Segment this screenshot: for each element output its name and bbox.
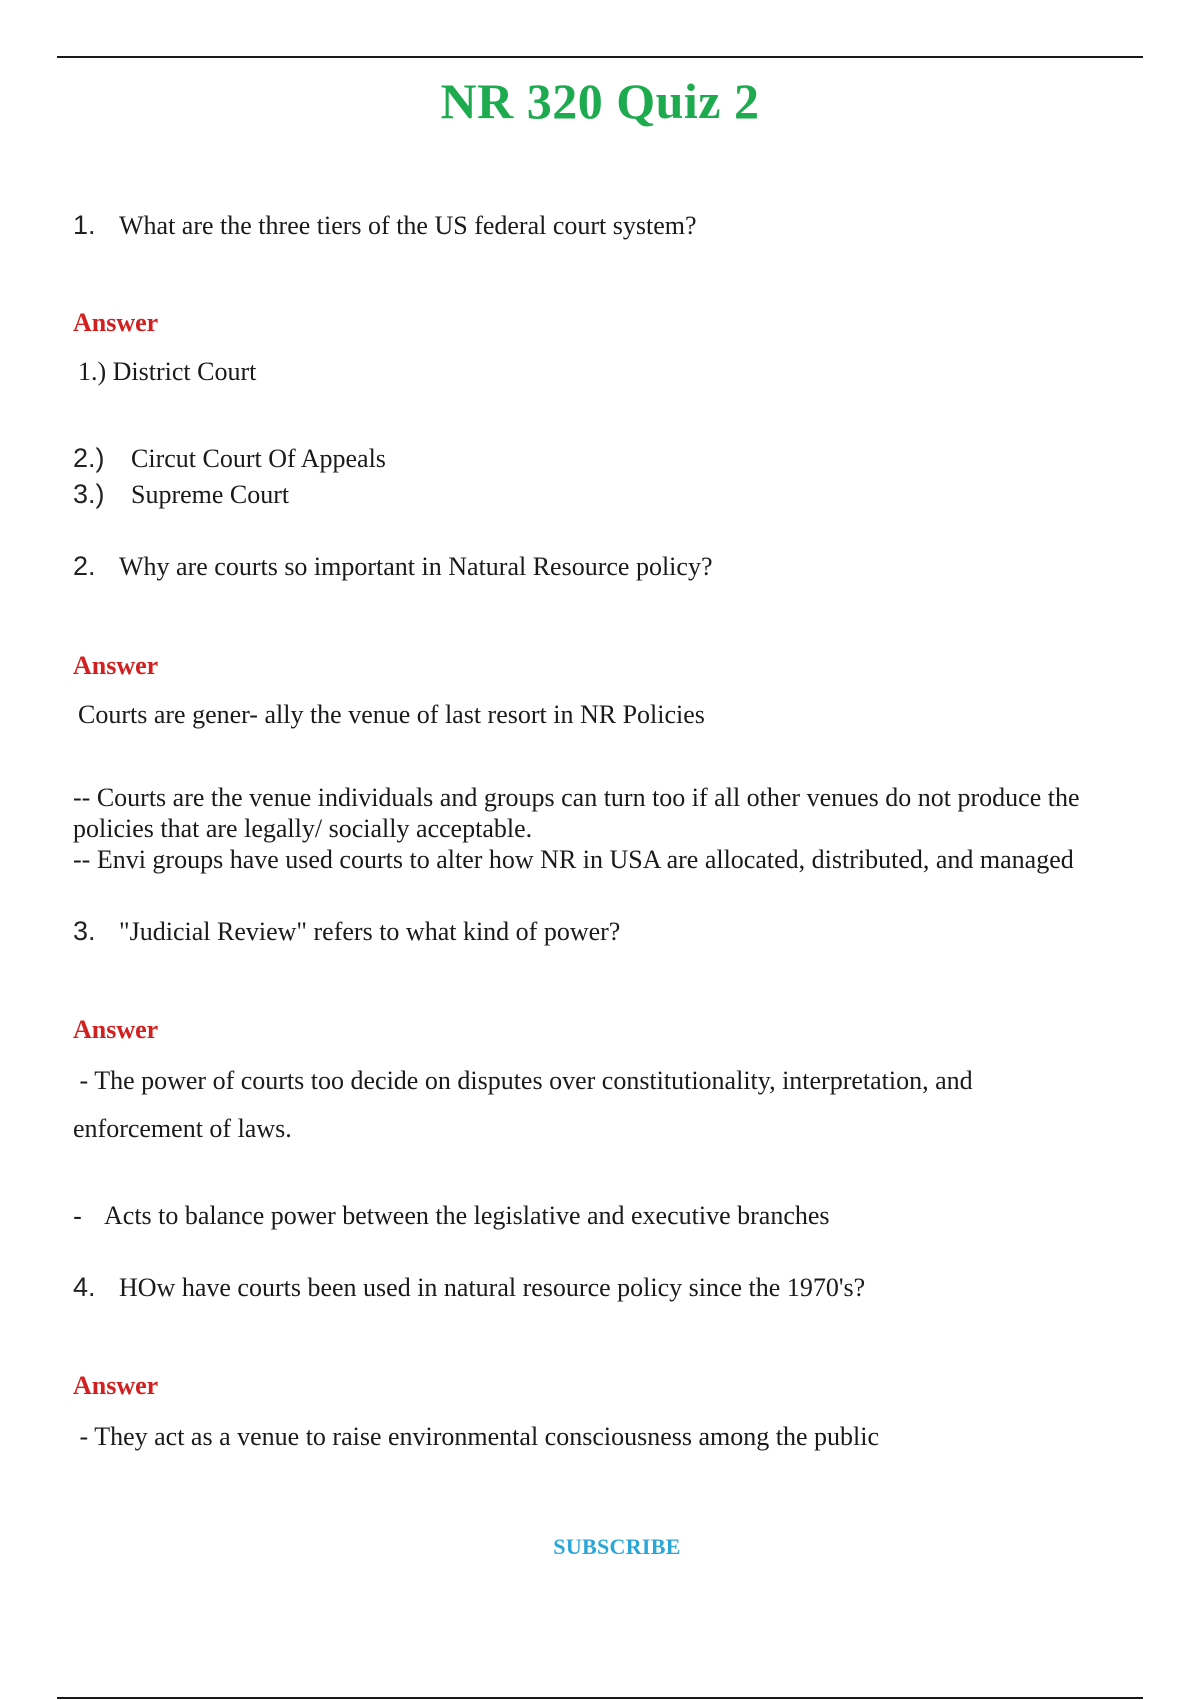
answer-2-label: Answer [73, 651, 159, 680]
document-title: NR 320 Quiz 2 [440, 73, 760, 129]
question-3-text: "Judicial Review" refers to what kind of power? [119, 917, 621, 946]
question-4-text: HOw have courts been used in natural resource policy since the 1970's? [119, 1273, 866, 1302]
question-2-number: 2. [73, 551, 96, 581]
answer-4-label: Answer [73, 1371, 159, 1400]
answer-1-item-3-text: Supreme Court [131, 480, 290, 509]
answer-1-item-2-number: 2.) [73, 443, 105, 473]
answer-3-bullet-text: Acts to balance power between the legislative and executive branches [104, 1201, 830, 1230]
answer-2-paragraph: -- Courts are the venue individuals and groups can turn too if all other venues do not produce the policies that are legally/ socially acceptable. [73, 783, 1080, 843]
answer-4-line-1: - They act as a venue to raise environmental consciousness among the public [73, 1422, 879, 1451]
answer-1-line-1: 1.) District Court [78, 357, 257, 386]
answer-3-line-1: - The power of courts too decide on disputes over constitutionality, interpretation, and [73, 1066, 973, 1095]
answer-1-item-2-text: Circut Court Of Appeals [131, 444, 386, 473]
question-4-number: 4. [73, 1272, 96, 1302]
bottom-rule [57, 1697, 1143, 1699]
question-1-number: 1. [73, 210, 96, 240]
answer-1-label: Answer [73, 308, 159, 337]
question-1-text: What are the three tiers of the US federal court system? [119, 211, 697, 240]
answer-3-line-2: enforcement of laws. [73, 1114, 292, 1143]
question-3-number: 3. [73, 916, 96, 946]
question-2-text: Why are courts so important in Natural Resource policy? [119, 552, 713, 581]
answer-2-line-3: -- Envi groups have used courts to alter how NR in USA are allocated, distributed, and managed [73, 845, 1074, 874]
top-rule [57, 56, 1143, 58]
answer-3-label: Answer [73, 1015, 159, 1044]
answer-2-line-1: Courts are gener- ally the venue of last resort in NR Policies [78, 700, 705, 729]
answer-3-bullet-mark: - [73, 1201, 82, 1231]
subscribe-link[interactable]: SUBSCRIBE [553, 1534, 681, 1559]
answer-1-item-3-number: 3.) [73, 479, 105, 509]
